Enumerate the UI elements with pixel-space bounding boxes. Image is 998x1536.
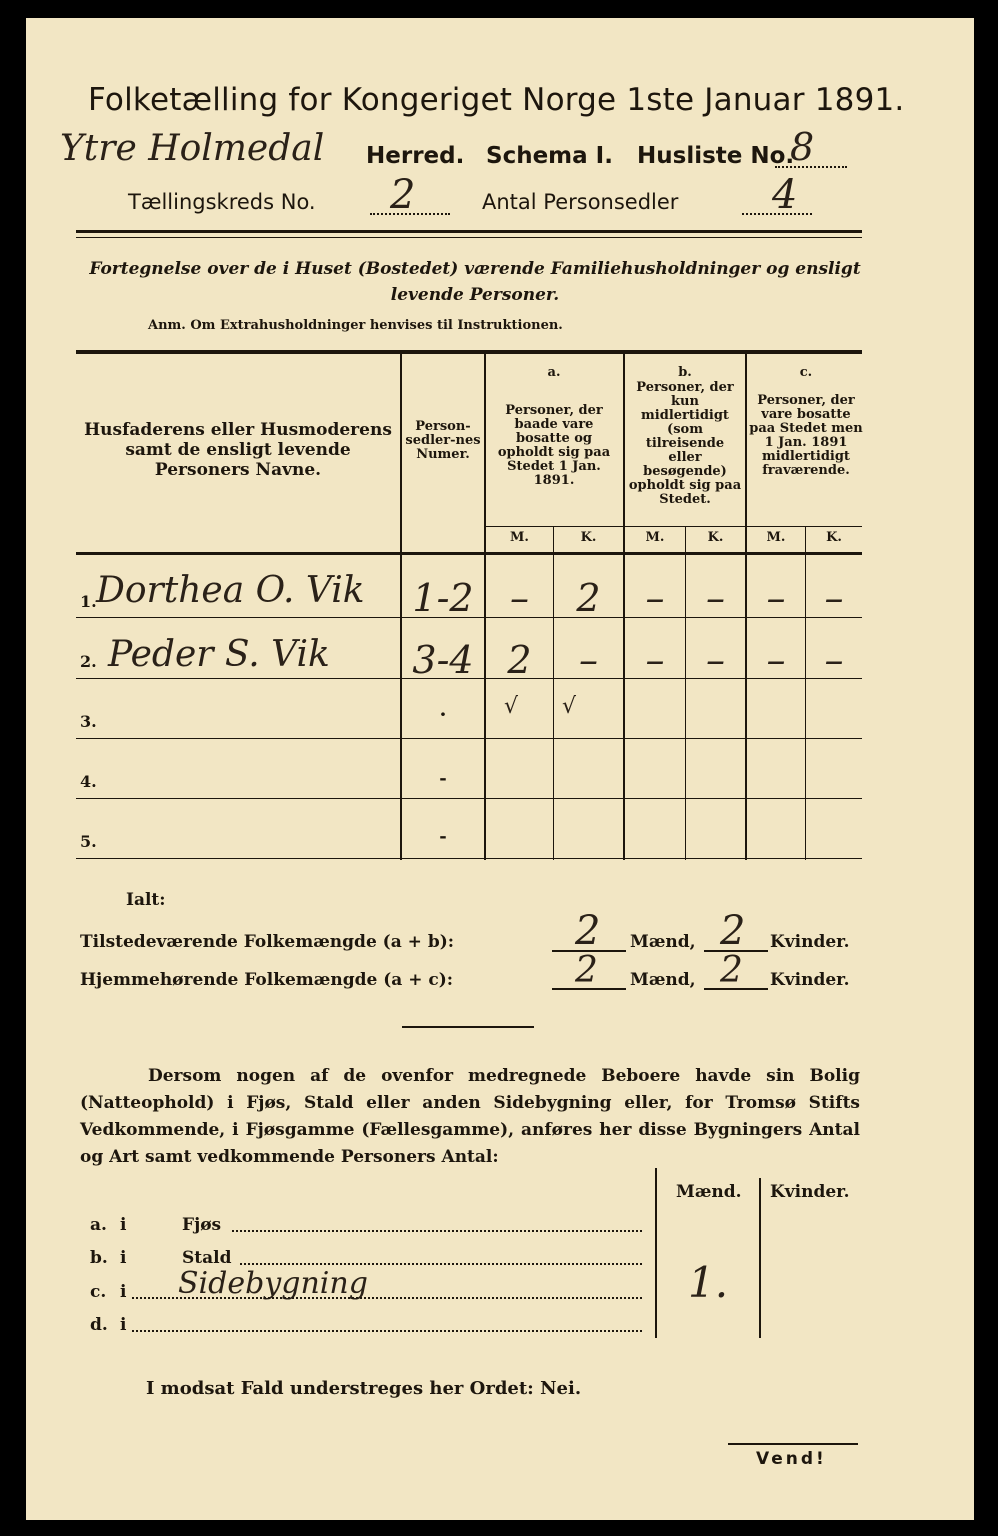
building-c-label: Sidebygning: [178, 1266, 368, 1301]
hjemme-maend-line: [552, 988, 626, 990]
form-title: Folketælling for Kongeriget Norge 1ste Januar 1891.: [88, 82, 905, 118]
row-2-c-k: –: [824, 638, 844, 682]
row-2-a-m: 2: [507, 638, 532, 682]
kreds-label: Tællingskreds No.: [128, 190, 316, 214]
row-rule-3: [76, 738, 862, 739]
row-3-number: 3.: [80, 712, 97, 731]
building-b-letter: b.: [90, 1248, 108, 1268]
husliste-label: Husliste No.: [637, 143, 795, 169]
hjemme-kvinder-value: 2: [720, 950, 743, 991]
nei-note: I modsat Fald understreges her Ordet: Nei.: [146, 1378, 582, 1399]
building-d-dots: [132, 1330, 642, 1332]
building-d-i: i: [120, 1315, 127, 1335]
row-1-b-m: –: [645, 576, 665, 620]
header-b-k: K.: [707, 530, 724, 545]
header-c-letter: c.: [799, 365, 813, 380]
row-1-name: Dorthea O. Vik: [96, 570, 365, 611]
vend-label: Vend!: [756, 1449, 827, 1469]
hjemme-kvinder-line: [704, 988, 768, 990]
header-rule-top: [76, 230, 862, 233]
col-divider-b-mk: [685, 527, 686, 860]
row-2-name: Peder S. Vik: [108, 634, 330, 675]
row-1-a-k: 2: [576, 576, 601, 620]
row-1-number: 1.: [80, 592, 97, 611]
row-3-a-k: √: [561, 694, 577, 719]
row-2-b-m: –: [645, 638, 665, 682]
header-rule-bottom: [76, 237, 862, 238]
building-d-letter: d.: [90, 1315, 108, 1335]
row-1-numer: 1-2: [412, 576, 474, 620]
row-3-numer: ·: [439, 702, 447, 726]
header-b-m: M.: [645, 530, 665, 545]
header-a: Personer, der baade vare bosatte og opholdt sig paa Stedet 1 Jan. 1891.: [497, 403, 611, 488]
header-a-letter: a.: [547, 365, 561, 380]
mk-header-rule: [484, 526, 862, 527]
header-c: Personer, der vare bosatte paa Stedet men 1 Jan. 1891 midlertidigt fraværende.: [749, 393, 863, 478]
row-2-a-k: –: [579, 638, 598, 682]
header-b-letter: b.: [678, 365, 692, 380]
building-a-dots: [232, 1230, 642, 1232]
tilstede-kvinder-value: 2: [720, 908, 746, 954]
header-a-m: M.: [510, 530, 529, 545]
header-b: Personer, der kun midlertidigt (som tilreisende eller besøgende) opholdt sig paa Stedet.: [628, 380, 742, 507]
sedler-dotline: [742, 213, 812, 215]
row-5-number: 5.: [80, 832, 97, 851]
buildings-col-divider-2: [759, 1178, 761, 1338]
census-form-page: [26, 18, 974, 1520]
row-4-numer: -: [439, 768, 447, 789]
row-3-a-m: √: [503, 694, 519, 719]
kreds-dotline: [370, 213, 450, 215]
buildings-maend-value: 1.: [688, 1258, 729, 1307]
tilstede-label: Tilstedeværende Folkemængde (a + b):: [80, 932, 455, 952]
buildings-kvinder-header: Kvinder.: [770, 1182, 850, 1202]
header-numer: Person-sedler-nes Numer.: [405, 419, 481, 462]
header-c-k: K.: [826, 530, 842, 545]
building-c-i: i: [120, 1282, 127, 1302]
schema-label: Schema I.: [486, 143, 613, 169]
section-divider: [402, 1026, 534, 1028]
header-names: Husfaderens eller Husmoderens samt de ensligt levende Personers Navne.: [84, 420, 392, 480]
sedler-label: Antal Personsedler: [482, 190, 679, 214]
hjemme-maend-value: 2: [575, 950, 598, 991]
row-1-c-m: –: [766, 576, 786, 620]
building-a-label: Fjøs: [182, 1215, 222, 1235]
ialt-label: Ialt:: [126, 890, 166, 910]
header-a-k: K.: [580, 530, 597, 545]
tilstede-maend-value: 2: [575, 908, 601, 954]
row-rule-4: [76, 798, 862, 799]
building-c-letter: c.: [90, 1282, 107, 1302]
hjemme-label: Hjemmehørende Folkemængde (a + c):: [80, 970, 454, 990]
hjemme-kvinder-label: Kvinder.: [770, 970, 850, 990]
building-b-label: Stald: [182, 1248, 232, 1268]
building-a-i: i: [120, 1215, 127, 1235]
row-5-numer: -: [439, 826, 447, 847]
building-instructions: Dersom nogen af de ovenfor medregnede Beboere havde sin Bolig (Natteophold) i Fjøs, Stald eller anden Sidebygning eller, for Tromsø Stifts Vedkommende, i Fjøsgamme (Fællesgamme), anføres her disse Bygningers Antal og Art samt vedkommende Personers Antal:: [80, 1066, 860, 1167]
husliste-value: 8: [790, 125, 815, 169]
building-a-letter: a.: [90, 1215, 107, 1235]
building-c-dots: [132, 1297, 642, 1299]
herred-label: Herred.: [366, 143, 465, 169]
row-rule-5: [76, 858, 862, 859]
kreds-value: 2: [390, 172, 416, 218]
row-1-c-k: –: [824, 576, 844, 620]
husliste-dotline: [775, 166, 847, 168]
subtitle-line2: levende Personer.: [390, 285, 560, 305]
row-2-c-m: –: [766, 638, 786, 682]
buildings-col-divider-1: [655, 1168, 657, 1338]
tilstede-maend-label: Mænd,: [630, 932, 696, 952]
col-divider-c-mk: [805, 527, 806, 860]
sedler-value: 4: [772, 172, 798, 218]
row-2-numer: 3-4: [412, 638, 474, 682]
row-4-number: 4.: [80, 772, 97, 791]
herred-handwritten: Ytre Holmedal: [60, 128, 325, 169]
buildings-maend-header: Mænd.: [676, 1182, 742, 1202]
row-1-b-k: –: [706, 576, 725, 620]
row-2-b-k: –: [706, 638, 725, 682]
subtitle-line1: Fortegnelse over de i Huset (Bostedet) værende Familiehusholdninger og ensligt: [89, 259, 861, 279]
building-b-dots: [240, 1263, 642, 1265]
building-b-i: i: [120, 1248, 127, 1268]
row-1-a-m: –: [510, 576, 529, 620]
vend-rule: [728, 1443, 858, 1445]
header-c-m: M.: [766, 530, 786, 545]
tilstede-kvinder-label: Kvinder.: [770, 932, 850, 952]
row-2-number: 2.: [80, 652, 97, 671]
anm-note: Anm. Om Extrahusholdninger henvises til Instruktionen.: [148, 318, 563, 333]
hjemme-maend-label: Mænd,: [630, 970, 696, 990]
